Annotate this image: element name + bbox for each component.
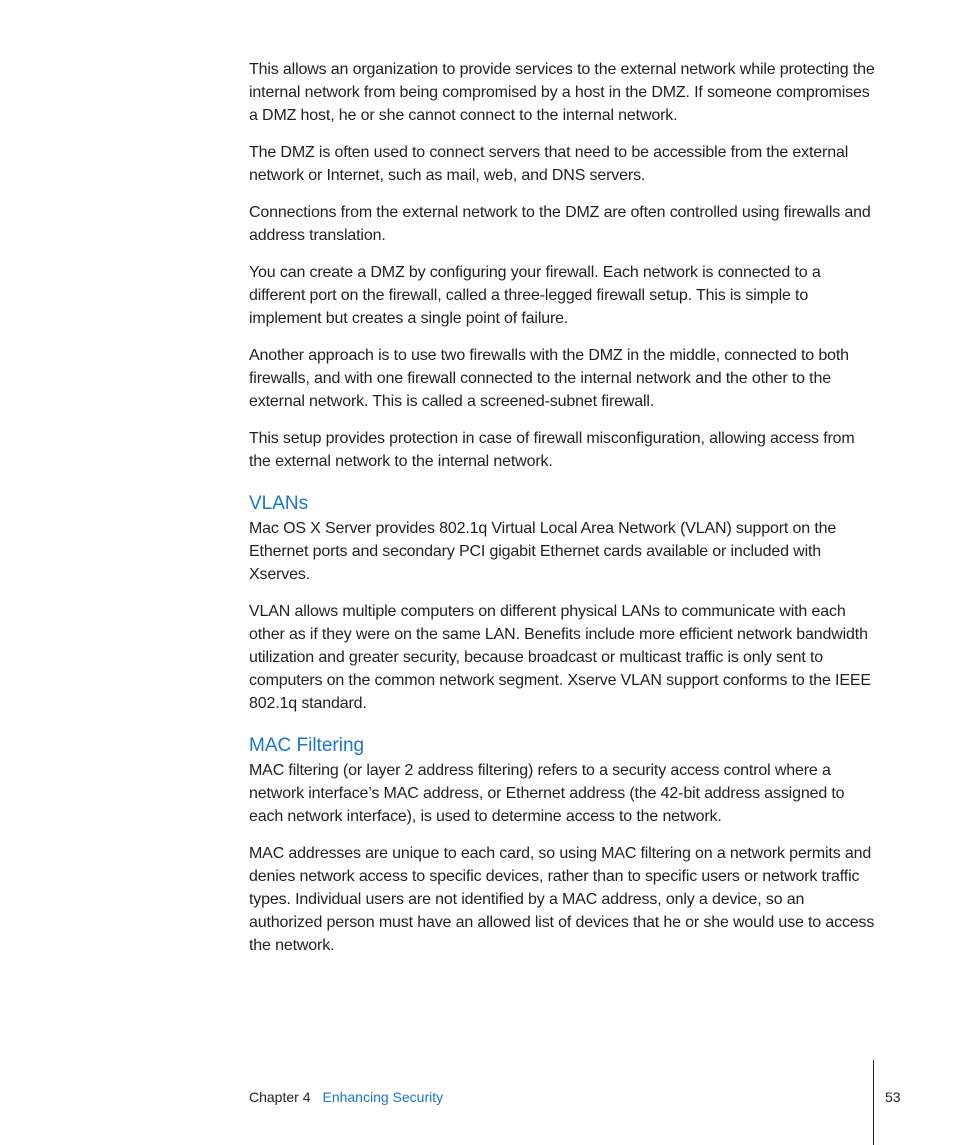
footer-chapter-label: Chapter 4	[249, 1089, 311, 1105]
page-number: 53	[885, 1089, 901, 1105]
footer-chapter-title: Enhancing Security	[322, 1089, 444, 1105]
paragraph-protection: This setup provides protection in case of firewall misconfiguration, allowing access from the external network to the internal network.	[249, 430, 855, 470]
paragraph-three-legged-firewall: You can create a DMZ by configuring your firewall. Each network is connected to a different port on the firewall, called a three-legged firewall setup. This is simple to implement but creates a single point of failure.	[249, 264, 821, 327]
page-footer	[249, 1088, 443, 1106]
paragraph-vlan-support: Mac OS X Server provides 802.1q Virtual Local Area Network (VLAN) support on the Ethernet ports and secondary PCI gigabit Ethernet cards available or included with Xserves.	[249, 520, 837, 583]
section-heading-mac-filtering: MAC Filtering	[249, 735, 365, 756]
paragraph-dmz-usage: The DMZ is often used to connect servers that need to be accessible from the external network or Internet, such as mail, web, and DNS servers.	[249, 144, 849, 184]
paragraph-vlan-benefits: VLAN allows multiple computers on different physical LANs to communicate with each other as if they were on the same LAN. Benefits include more efficient network bandwidth utilization and greater security, because broadcast or multicast traffic is only sent to computers on the common network segment. Xserve VLAN support conforms to the IEEE 802.1q standard.	[249, 603, 871, 712]
footer-divider	[873, 1060, 874, 1145]
paragraph-mac-filtering-uniqueness: MAC addresses are unique to each card, so using MAC filtering on a network permits and denies network access to specific devices, rather than to specific users or network traffic types. Individual users are not identified by a MAC address, only a device, so an authorized person must have an allowed list of devices that he or she would use to access the network.	[249, 845, 875, 954]
paragraph-mac-filtering-definition: MAC filtering (or layer 2 address filtering) refers to a security access control where a network interface’s MAC address, or Ethernet address (the 42-bit address assigned to each network interface), is used to determine access to the network.	[249, 762, 845, 825]
page-content	[249, 58, 879, 971]
paragraph-dmz-connections: Connections from the external network to the DMZ are often controlled using firewalls and address translation.	[249, 204, 871, 244]
section-heading-vlans: VLANs	[249, 493, 309, 514]
paragraph-screened-subnet: Another approach is to use two firewalls with the DMZ in the middle, connected to both firewalls, and with one firewall connected to the internal network and the other to the external network. This is called a screened-subnet firewall.	[249, 347, 849, 410]
paragraph-dmz-intro: This allows an organization to provide services to the external network while protecting the internal network from being compromised by a host in the DMZ. If someone compromises a DMZ host, he or she cannot connect to the internal network.	[249, 61, 875, 124]
